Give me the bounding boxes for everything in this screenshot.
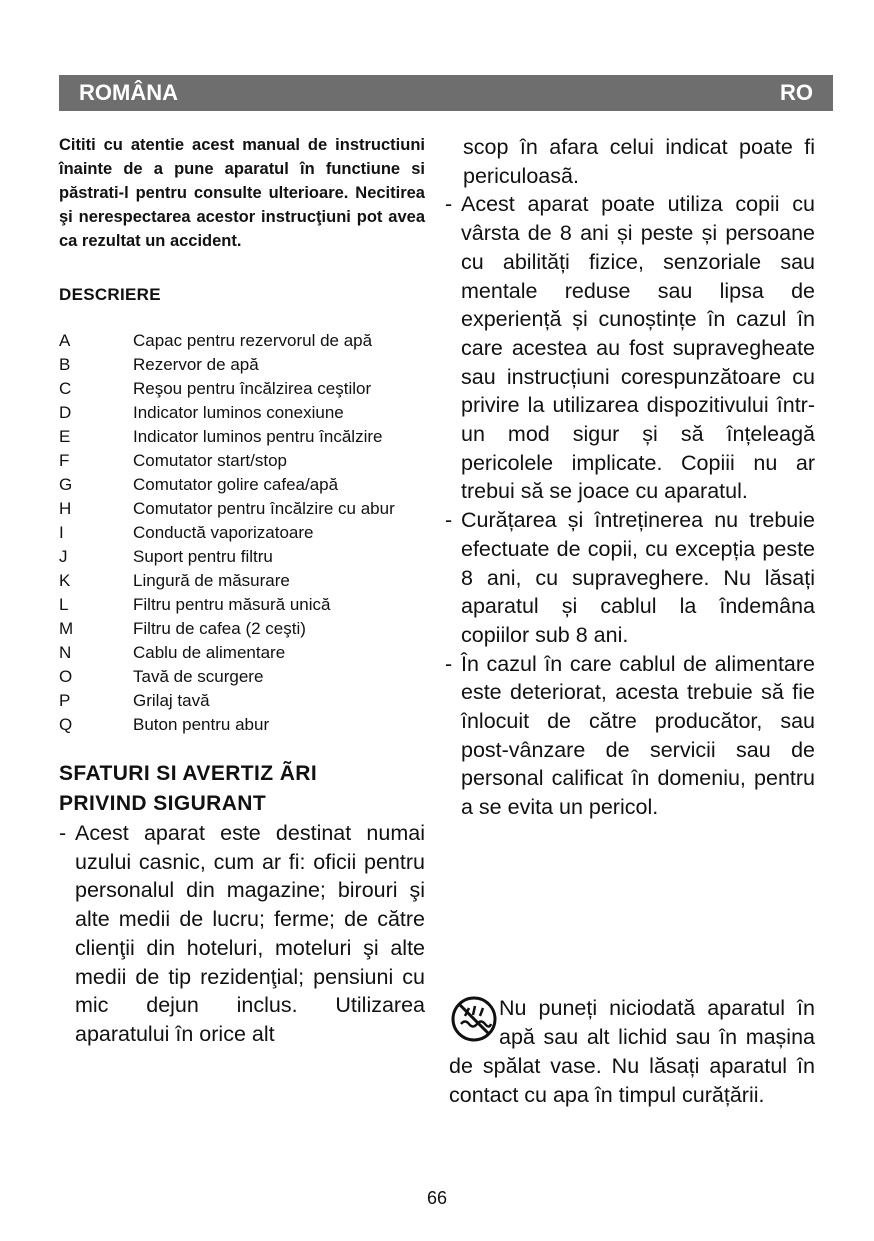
part-label: Reşou pentru încălzirea ceştilor [133, 379, 372, 398]
bullet-text: În cazul în care cablul de alimentare este deteriorat, acesta trebuie să fie înlocuit de către producător, sau post-vânzare de servicii sau de personal calificat în domeniu, pentru a se evita un pericol. [461, 651, 815, 820]
language-code: RO [780, 80, 813, 105]
part-label: Conductă vaporizatoare [133, 523, 314, 542]
part-label: Indicator luminos pentru încălzire [133, 427, 383, 446]
bullet-text: Curățarea și întreținerea nu trebuie efectuate de copii, cu excepția peste 8 ani, cu supraveghere. Nu lăsați aparatul și cablul la îndemâna copiilor sub 8 ani. [461, 508, 815, 647]
list-item [59, 377, 425, 401]
part-label: Filtru de cafea (2 ceşti) [133, 619, 306, 638]
part-letter: D [59, 403, 72, 422]
list-item [59, 329, 425, 353]
part-label: Buton pentru abur [133, 715, 270, 734]
part-letter: P [59, 691, 71, 710]
list-item [445, 190, 815, 506]
part-letter: L [59, 595, 69, 614]
list-item [59, 819, 425, 1049]
bullet-marker: - [59, 821, 67, 845]
left-column [59, 133, 425, 1049]
part-letter: I [59, 523, 64, 542]
safety-heading-line2: PRIVIND SIGURANT [59, 792, 267, 815]
list-item [445, 650, 815, 822]
part-letter: F [59, 451, 70, 470]
part-letter: G [59, 475, 73, 494]
part-label: Filtru pentru măsură unică [133, 595, 331, 614]
part-label: Suport pentru filtru [133, 547, 273, 566]
intro-paragraph: Cititi cu atentie acest manual de instructiuni înainte de a pune aparatul în functiune si păstrati-l pentru consulte ulterioare. Necitirea şi nerespectarea acestor instrucţiuni pot avea ca rezultat un accident. [59, 136, 425, 250]
part-letter: A [59, 331, 71, 350]
bullet-continuation: scop în afara celui indicat poate fi periculoasã. [463, 135, 815, 188]
part-label: Comutator golire cafea/apă [133, 475, 339, 494]
part-letter: E [59, 427, 71, 446]
list-item [59, 617, 425, 641]
safety-heading [59, 759, 425, 819]
part-letter: Q [59, 715, 73, 734]
language-banner [59, 75, 833, 111]
list-item [59, 497, 425, 521]
list-item [59, 689, 425, 713]
bullet-marker: - [445, 192, 453, 217]
list-item [445, 506, 815, 650]
part-label: Cablu de alimentare [133, 643, 286, 662]
part-label: Capac pentru rezervorul de apă [133, 331, 373, 350]
part-letter: H [59, 499, 72, 518]
list-item [59, 713, 425, 737]
part-label: Indicator luminos conexiune [133, 403, 344, 422]
safety-list-right [445, 190, 815, 821]
right-column [445, 133, 815, 822]
list-item [59, 401, 425, 425]
list-item [59, 665, 425, 689]
part-letter: M [59, 619, 74, 638]
part-letter: K [59, 571, 71, 590]
list-item [59, 425, 425, 449]
bullet-text: Acest aparat poate utiliza copii cu vârsta de 8 ani și peste și persoane cu abilități fizice, senzoriale sau mentale reduse sau lipsa de experiență și cunoștințe în cazul în care acestea au fost supravegheate sau instrucțiuni corespunzătoare cu privire la utilizarea dispozitivului într-un mod sigur și să înțeleagă pericolele implicate. Copiii nu ar trebui să se joace cu aparatul. [461, 192, 815, 504]
no-immersion-icon [449, 994, 499, 1044]
bullet-marker: - [445, 651, 453, 676]
list-item [59, 593, 425, 617]
part-label: Rezervor de apă [133, 355, 259, 374]
bullet-marker: - [445, 508, 453, 533]
language-title: ROMÂNA [79, 80, 178, 105]
list-item [59, 569, 425, 593]
page-number: 66 [426, 1188, 448, 1208]
part-letter: C [59, 379, 72, 398]
list-item [59, 545, 425, 569]
part-label: Grilaj tavă [133, 691, 210, 710]
part-letter: O [59, 667, 73, 686]
list-item [59, 353, 425, 377]
parts-list [59, 329, 425, 737]
immersion-notice [449, 994, 815, 1110]
part-label: Comutator pentru încălzire cu abur [133, 499, 395, 518]
part-label: Comutator start/stop [133, 451, 288, 470]
part-letter: B [59, 355, 71, 374]
description-heading: DESCRIERE [59, 285, 161, 304]
part-letter: J [59, 547, 68, 566]
bullet-text: Acest aparat este destinat numai uzului casnic, cum ar fi: oficii pentru personalul din magazine; birouri şi alte medii de lucru; ferme; de către clienţii din hoteluri, moteluri şi alte medii de tip rezidenţial; pensiuni cu mic dejun inclus. Utilizarea aparatului în orice alt [75, 821, 425, 1046]
part-letter: N [59, 643, 72, 662]
part-label: Lingură de măsurare [133, 571, 290, 590]
part-label: Tavă de scurgere [133, 667, 264, 686]
safety-heading-line1: SFATURI SI AVERTIZ ÃRI [59, 762, 318, 785]
list-item [59, 641, 425, 665]
list-item [59, 521, 425, 545]
list-item [59, 449, 425, 473]
notice-text: Nu puneți niciodată aparatul în apă sau alt lichid sau în mașina de spălat vase. Nu lăsați aparatul în contact cu apa în timpul curățării. [449, 996, 815, 1107]
list-item [59, 473, 425, 497]
safety-list-left [59, 819, 425, 1049]
